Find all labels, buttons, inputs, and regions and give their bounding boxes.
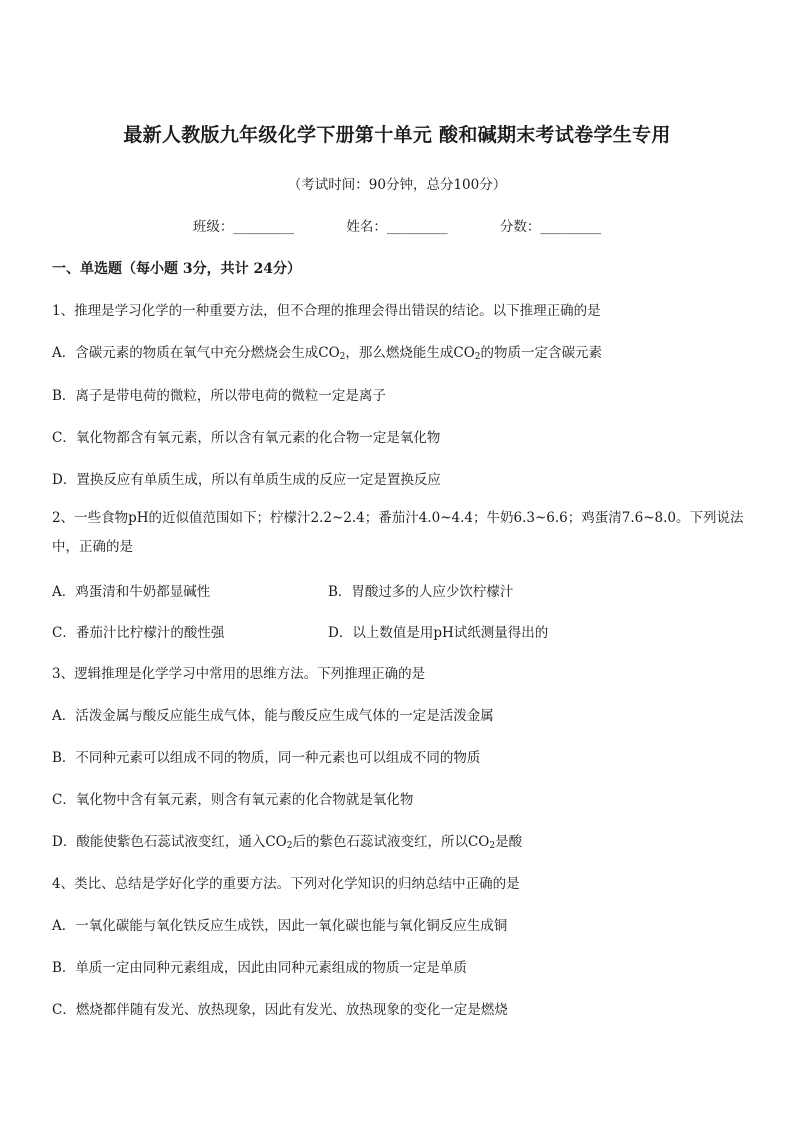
question-3-option-a: A．活泼金属与酸反应能生成气体，能与酸反应生成气体的一定是活泼金属: [52, 708, 494, 724]
class-blank: _________: [233, 219, 295, 235]
question-2-option-c: C．番茄汁比柠檬汁的酸性强: [52, 625, 225, 641]
question-1-option-d: D．置换反应有单质生成，所以有单质生成的反应一定是置换反应: [52, 472, 441, 488]
question-4-option-a: A．一氧化碳能与氧化铁反应生成铁，因此一氧化碳也能与氧化铜反应生成铜: [52, 918, 508, 934]
question-3-option-c: C．氧化物中含有氧元素，则含有氧元素的化合物就是氧化物: [52, 792, 414, 808]
question-2-stem: 2、一些食物pH的近似值范围如下；柠檬汁2.2~2.4；番茄汁4.0~4.4；牛奶6.3~6.6；鸡蛋清7.6~8.0。下列说法中，正确的是: [52, 510, 744, 555]
exam-info: （考试时间：90分钟，总分100分）: [287, 177, 507, 193]
name-field: [346, 219, 447, 235]
score-label: 分数：: [499, 219, 541, 235]
name-blank: _________: [386, 219, 448, 235]
question-4-stem: 4、类比、总结是学好化学的重要方法。下列对化学知识的归纳总结中正确的是: [52, 876, 520, 892]
question-3-option-b: B．不同种元素可以组成不同的物质，同一种元素也可以组成不同的物质: [52, 750, 481, 766]
question-1-option-c: C．氧化物都含有氧元素，所以含有氧元素的化合物一定是氧化物: [52, 430, 441, 446]
question-2-option-a: A．鸡蛋清和牛奶都显碱性: [52, 584, 211, 600]
question-4-option-b: B．单质一定由同种元素组成，因此由同种元素组成的物质一定是单质: [52, 960, 467, 976]
question-1-option-b: B．离子是带电荷的微粒，所以带电荷的微粒一定是离子: [52, 388, 386, 404]
class-field: [193, 219, 294, 235]
class-label: 班级：: [192, 219, 234, 235]
page-title: 最新人教版九年级化学下册第十单元 酸和碱期末考试卷学生专用: [123, 124, 671, 146]
student-info-fields: [0, 215, 794, 235]
question-2-option-b: B．胃酸过多的人应少饮柠檬汁: [328, 584, 514, 600]
question-3-stem: 3、逻辑推理是化学学习中常用的思维方法。下列推理正确的是: [52, 666, 426, 682]
question-2-option-d: D．以上数值是用pH试纸测量得出的: [328, 625, 549, 641]
section-heading: 一、单选题（每小题 3分，共计 24分）: [52, 261, 301, 277]
name-label: 姓名：: [346, 219, 387, 235]
question-3-option-d: D．酸能使紫色石蕊试液变红，通入$CO_2$后的紫色石蕊试液变红，所以$CO_2$是酸: [52, 834, 523, 851]
question-1-stem: 1、推理是学习化学的一种重要方法，但不合理的推理会得出错误的结论。以下推理正确的是: [52, 303, 601, 319]
question-4-option-c: C．燃烧都伴随有发光、放热现象，因此有发光、放热现象的变化一定是燃烧: [52, 1002, 508, 1018]
question-1-option-a: A．含碳元素的物质在氧气中充分燃烧会生成$CO_2$，那么燃烧能生成$CO_2$的物质一定含碳元素: [52, 345, 603, 362]
score-blank: _________: [540, 219, 602, 235]
score-field: [500, 219, 601, 235]
